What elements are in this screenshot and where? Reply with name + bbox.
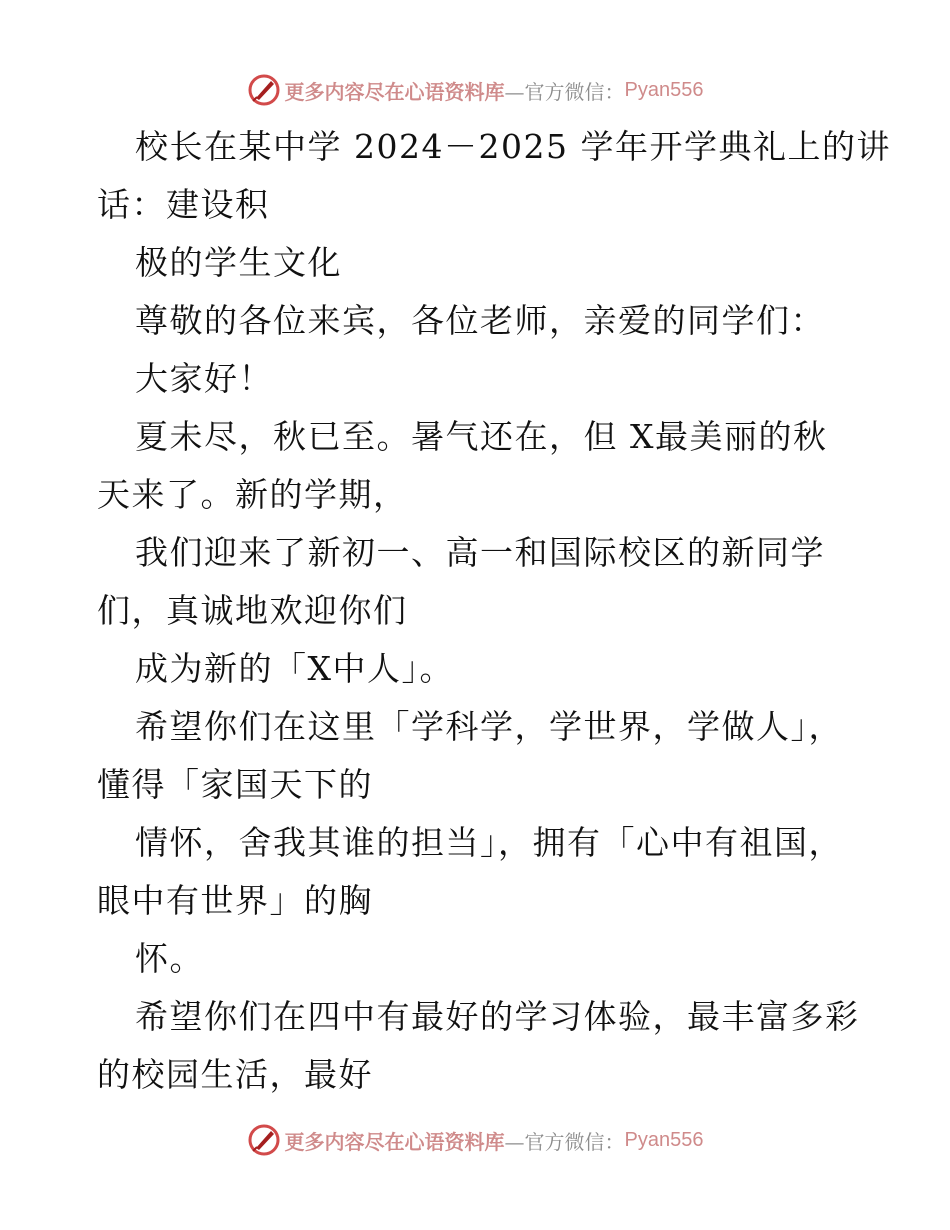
- paragraph-line: 夏未尽，秋已至。暑气还在，但 X最美丽的秋: [135, 417, 828, 456]
- title-line-1: 校长在某中学 2024－2025 学年开学典礼上的讲: [135, 127, 891, 166]
- paragraph-line: 希望你们在四中有最好的学习体验，最丰富多彩: [135, 997, 860, 1036]
- watermark-separator: —官方微信：: [504, 79, 625, 104]
- paragraph-line: 天来了。新的学期，: [97, 475, 408, 514]
- header-watermark: [0, 70, 950, 110]
- paragraph-line: 成为新的「X中人」。: [135, 649, 454, 688]
- footer-watermark: [0, 1120, 950, 1160]
- paragraph-line: 怀。: [135, 939, 204, 978]
- watermark-handle: Pyan556: [624, 78, 704, 101]
- paragraph-line: 希望你们在这里「学科学，学世界，学做人」，: [135, 707, 843, 746]
- paragraph-line: 情怀，舍我其谁的担当」，拥有「心中有祖国，: [135, 823, 843, 862]
- watermark-text: 更多内容尽在心语资料库: [284, 79, 505, 104]
- title-line-3: 极的学生文化: [135, 243, 342, 282]
- title-line-2: 话：建设积: [97, 185, 270, 224]
- paragraph-line: 眼中有世界」的胸: [97, 881, 373, 920]
- paragraph-line: 们，真诚地欢迎你们: [97, 591, 408, 630]
- quill-logo-icon: [247, 1123, 281, 1157]
- paragraph-line: 的校园生活，最好: [97, 1055, 373, 1094]
- paragraph-line: 我们迎来了新初一、高一和国际校区的新同学: [135, 533, 825, 572]
- salutation: 尊敬的各位来宾，各位老师，亲爱的同学们：: [135, 301, 825, 340]
- watermark-separator: —官方微信：: [504, 1129, 625, 1154]
- document-body: [97, 118, 891, 1104]
- watermark-text: 更多内容尽在心语资料库: [284, 1129, 505, 1154]
- watermark-handle: Pyan556: [624, 1128, 704, 1151]
- quill-logo-icon: [247, 73, 281, 107]
- greeting: 大家好！: [135, 359, 273, 398]
- paragraph-line: 懂得「家国天下的: [97, 765, 373, 804]
